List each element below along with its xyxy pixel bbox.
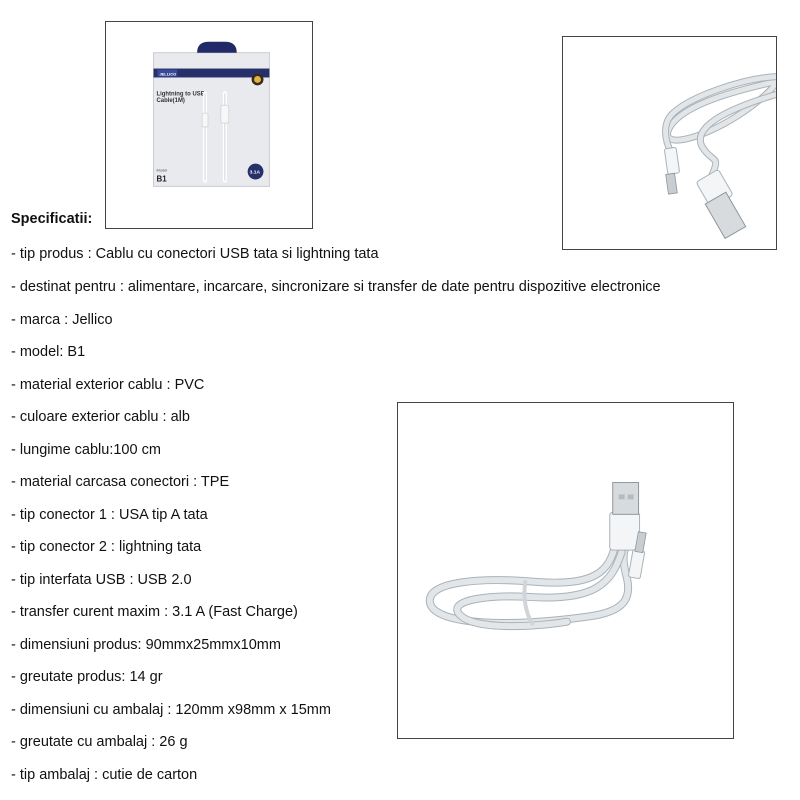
spec-item: - greutate cu ambalaj : 26 g [11, 734, 188, 750]
spec-item: - dimensiuni cu ambalaj : 120mm x98mm x 15mm [11, 702, 331, 718]
spec-item: - lungime cablu:100 cm [11, 442, 161, 458]
package-model-caption: Model [156, 167, 168, 173]
spec-item: - model: B1 [11, 344, 86, 360]
package-title-line1: Lightning to USB [156, 91, 205, 98]
spec-item: - culoare exterior cablu : alb [11, 409, 190, 425]
spec-item: - material exterior cablu : PVC [11, 377, 205, 393]
spec-item: - greutate produs: 14 gr [11, 669, 163, 685]
spec-item: - tip produs : Cablu cu conectori USB tata si lightning tata [11, 246, 379, 262]
package-brand: JELLICO [159, 71, 177, 77]
spec-item: - tip conector 2 : lightning tata [11, 539, 202, 555]
lightning-connector-icon [628, 549, 645, 578]
spec-item: - transfer curent maxim : 3.1 A (Fast Charge) [11, 604, 298, 620]
package-current: 3.1A [249, 170, 261, 176]
cable-coil-illustration [563, 37, 776, 249]
spec-item: - tip interfata USB : USB 2.0 [11, 572, 192, 588]
cable-loop-photo [397, 402, 734, 739]
spec-item: - marca : Jellico [11, 312, 113, 328]
specs-heading: Specificatii: [11, 211, 93, 227]
spec-item: - tip conector 1 : USA tip A tata [11, 507, 208, 523]
usb-connector-icon [610, 512, 640, 550]
spec-item: - material carcasa conectori : TPE [11, 474, 230, 490]
package-model: B1 [156, 174, 167, 184]
cable-coil-photo [562, 36, 777, 250]
package-illustration [106, 22, 312, 228]
spec-item: - dimensiuni produs: 90mmx25mmx10mm [11, 637, 281, 653]
spec-item: - destinat pentru : alimentare, incarcare, sincronizare si transfer de date pentru dispozitive electronice [11, 279, 661, 295]
cable-loop-illustration [398, 403, 733, 738]
lightning-connector-icon [664, 147, 679, 174]
spec-item: - tip ambalaj : cutie de carton [11, 767, 198, 783]
package-title-line2: Cable(1M) [156, 98, 185, 105]
package-photo [105, 21, 313, 229]
